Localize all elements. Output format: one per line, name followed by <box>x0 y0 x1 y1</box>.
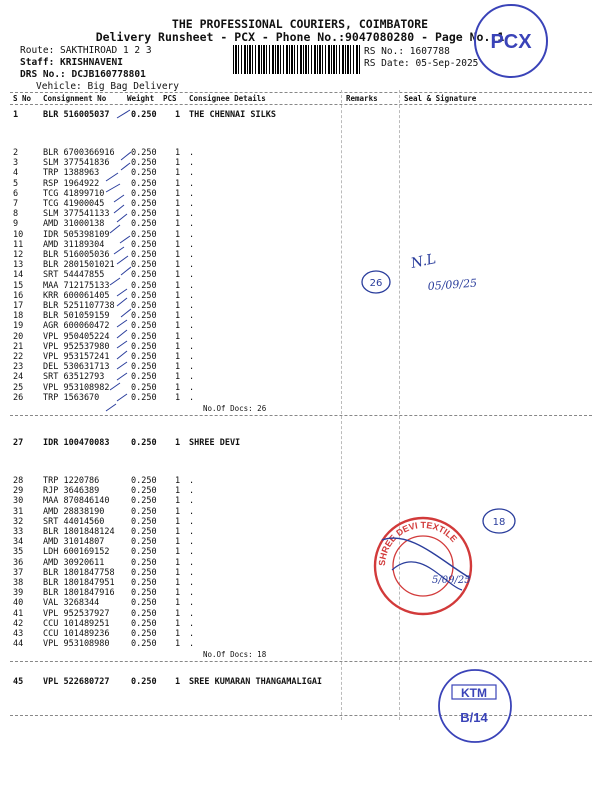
row-consignment: TRP 1220786 <box>43 476 100 486</box>
row-weight: 0.250 <box>131 598 157 609</box>
row-consignment: AMD 31014807 <box>43 537 105 548</box>
row-weight: 0.250 <box>131 311 157 322</box>
row-consignment: RJP 3646389 <box>43 486 100 497</box>
row-weight: 0.250 <box>131 362 157 373</box>
row-weight: 0.250 <box>131 229 157 240</box>
row-consignee: . <box>189 578 195 588</box>
row-consignment: CCU 101489236 <box>43 629 110 639</box>
row-consignee: . <box>189 270 195 281</box>
row-pcs: 1 <box>175 110 181 120</box>
row-consignee: . <box>189 239 195 250</box>
row-sno: 43 <box>13 629 24 639</box>
row-pcs: 1 <box>175 280 181 291</box>
row-pcs: 1 <box>175 392 181 403</box>
row-sno: 27 <box>13 438 24 448</box>
row-consignment: MAA 870846140 <box>43 496 110 507</box>
row-weight: 0.250 <box>131 639 157 650</box>
company-title: THE PROFESSIONAL COURIERS, COIMBATORE <box>171 17 429 31</box>
row-consignment: BLR 1801847758 <box>43 567 115 578</box>
row-weight: 0.250 <box>131 677 157 687</box>
row-sno: 29 <box>13 486 24 497</box>
row-consignment: VPL 952537980 <box>43 341 110 352</box>
row-consignment: TRP 1388963 <box>43 168 100 179</box>
row-consignee: SHREE DEVI <box>189 438 241 448</box>
svg-text:SHREE DEVI TEXTILE <box>377 520 459 566</box>
row-weight: 0.250 <box>131 209 157 220</box>
row-consignee: . <box>189 219 195 230</box>
row-pcs: 1 <box>175 148 181 158</box>
row-weight: 0.250 <box>131 547 157 558</box>
row-pcs: 1 <box>175 219 181 230</box>
row-consignee: . <box>189 321 195 332</box>
row-consignment: CCU 101489251 <box>43 618 110 629</box>
row-consignee: . <box>189 527 195 537</box>
row-pcs: 1 <box>175 250 181 260</box>
docs-count: No.Of Docs: 18 <box>203 650 267 660</box>
row-sno: 13 <box>13 260 24 271</box>
row-weight: 0.250 <box>131 290 157 301</box>
row-consignee: . <box>189 229 195 240</box>
row-consignment: RSP 1964922 <box>43 178 100 189</box>
handwritten-note-18 <box>483 509 515 533</box>
row-consignee: . <box>189 168 195 179</box>
row-sno: 34 <box>13 537 24 548</box>
row-consignee: . <box>189 382 195 393</box>
row-sno: 41 <box>13 608 24 619</box>
row-weight: 0.250 <box>131 321 157 332</box>
row-pcs: 1 <box>175 547 181 558</box>
row-pcs: 1 <box>175 199 181 209</box>
row-consignee: . <box>189 588 195 599</box>
row-consignment: SRT 54447855 <box>43 270 105 281</box>
row-sno: 4 <box>13 168 19 179</box>
row-consignee: . <box>189 178 195 189</box>
row-consignment: AMD 31000138 <box>43 219 105 230</box>
col-pcs: PCS <box>163 94 177 103</box>
row-pcs: 1 <box>175 270 181 281</box>
drs-number: DRS No.: DCJB160778801 <box>20 69 146 80</box>
row-pcs: 1 <box>175 158 181 169</box>
row-weight: 0.250 <box>131 158 157 169</box>
row-sno: 7 <box>13 199 19 209</box>
row-weight: 0.250 <box>131 476 157 486</box>
row-consignee: . <box>189 362 195 373</box>
row-consignee: . <box>189 496 195 507</box>
row-weight: 0.250 <box>131 168 157 179</box>
pcx-stamp <box>475 5 547 77</box>
row-sno: 19 <box>13 321 24 332</box>
row-sno: 28 <box>13 476 24 486</box>
row-weight: 0.250 <box>131 578 157 588</box>
row-consignee: . <box>189 148 195 158</box>
row-weight: 0.250 <box>131 331 157 342</box>
row-pcs: 1 <box>175 229 181 240</box>
row-weight: 0.250 <box>131 280 157 291</box>
vehicle-label: Vehicle: Big Bag Delivery <box>36 81 179 92</box>
row-consignment: VPL 953108982 <box>43 382 110 393</box>
row-sno: 1 <box>13 110 19 120</box>
row-consignee: . <box>189 486 195 497</box>
row-pcs: 1 <box>175 527 181 537</box>
row-consignee: . <box>189 341 195 352</box>
row-consignee: . <box>189 372 195 383</box>
docs-count: No.Of Docs: 26 <box>203 404 267 413</box>
row-consignee: . <box>189 158 195 169</box>
row-pcs: 1 <box>175 311 181 322</box>
col-consignment: Consignment No <box>43 94 107 103</box>
row-sno: 20 <box>13 331 24 342</box>
row-sno: 3 <box>13 158 19 169</box>
row-pcs: 1 <box>175 362 181 373</box>
row-sno: 22 <box>13 352 24 362</box>
svg-text:26: 26 <box>369 278 383 289</box>
textile-stamp <box>375 518 471 614</box>
row-consignment: BLR 501059159 <box>43 311 110 322</box>
row-weight: 0.250 <box>131 250 157 260</box>
row-sno: 25 <box>13 382 24 393</box>
row-weight: 0.250 <box>131 516 157 527</box>
row-consignee: . <box>189 209 195 220</box>
row-consignment: VPL 950405224 <box>43 331 110 342</box>
row-consignee: . <box>189 331 195 342</box>
row-sno: 39 <box>13 588 24 599</box>
row-sno: 8 <box>13 209 19 220</box>
pcx-stamp-text: PCX <box>490 31 532 53</box>
row-weight: 0.250 <box>131 188 157 199</box>
row-weight: 0.250 <box>131 486 157 497</box>
row-consignee: . <box>189 260 195 271</box>
row-pcs: 1 <box>175 209 181 220</box>
row-sno: 37 <box>13 567 24 578</box>
row-weight: 0.250 <box>131 392 157 403</box>
row-consignment: BLR 1801847916 <box>43 588 115 599</box>
row-weight: 0.250 <box>131 110 157 120</box>
row-sno: 35 <box>13 547 24 558</box>
row-consignee: . <box>189 537 195 548</box>
row-consignment: SLM 377541836 <box>43 158 110 169</box>
row-consignment: IDR 100470083 <box>43 438 110 448</box>
row-consignee: . <box>189 280 195 291</box>
textile-stamp-text: SHREE DEVI TEXTILE <box>376 519 460 567</box>
route-label: Route: SAKTHIROAD 1 2 3 <box>20 45 152 56</box>
row-consignment: BLR 2801501021 <box>43 260 115 271</box>
row-pcs: 1 <box>175 496 181 507</box>
row-weight: 0.250 <box>131 341 157 352</box>
rs-date: RS Date: 05-Sep-2025 <box>364 58 479 69</box>
col-weight: Weight <box>127 94 155 103</box>
row-weight: 0.250 <box>131 629 157 639</box>
row-pcs: 1 <box>175 372 181 383</box>
row-consignee: . <box>189 392 195 403</box>
row-pcs: 1 <box>175 331 181 342</box>
row-sno: 31 <box>13 506 24 517</box>
handwritten-signature: N.L <box>409 251 438 272</box>
row-sno: 44 <box>13 639 24 650</box>
row-pcs: 1 <box>175 567 181 578</box>
row-sno: 33 <box>13 527 24 537</box>
row-pcs: 1 <box>175 168 181 179</box>
row-sno: 26 <box>13 392 24 403</box>
row-pcs: 1 <box>175 639 181 650</box>
row-pcs: 1 <box>175 290 181 301</box>
row-consignee: . <box>189 301 195 311</box>
row-consignee: . <box>189 199 195 209</box>
rs-number: RS No.: 1607788 <box>364 46 450 57</box>
row-weight: 0.250 <box>131 352 157 362</box>
row-pcs: 1 <box>175 677 181 687</box>
runsheet-subtitle: Delivery Runsheet - PCX - Phone No.:9047080280 - Page No.:1 <box>95 30 505 44</box>
row-weight: 0.250 <box>131 260 157 271</box>
row-weight: 0.250 <box>131 372 157 383</box>
row-consignee: . <box>189 557 195 568</box>
row-sno: 45 <box>13 677 24 687</box>
row-pcs: 1 <box>175 438 181 448</box>
row-weight: 0.250 <box>131 496 157 507</box>
row-consignment: DEL 530631713 <box>43 362 110 373</box>
row-weight: 0.250 <box>131 301 157 311</box>
row-pcs: 1 <box>175 341 181 352</box>
row-pcs: 1 <box>175 516 181 527</box>
row-consignment: BLR 516005037 <box>43 110 110 120</box>
row-consignee: . <box>189 290 195 301</box>
row-sno: 38 <box>13 578 24 588</box>
row-weight: 0.250 <box>131 178 157 189</box>
handwritten-note-26 <box>362 271 390 293</box>
row-pcs: 1 <box>175 352 181 362</box>
row-consignee: . <box>189 188 195 199</box>
row-sno: 12 <box>13 250 24 260</box>
textile-stamp-date: 5/09/25 <box>432 575 471 586</box>
row-weight: 0.250 <box>131 567 157 578</box>
row-consignment: VAL 3268344 <box>43 598 100 609</box>
row-weight: 0.250 <box>131 199 157 209</box>
row-consignee: . <box>189 639 195 650</box>
row-pcs: 1 <box>175 598 181 609</box>
col-sno: S No <box>13 94 32 103</box>
row-pcs: 1 <box>175 608 181 619</box>
row-consignment: SRT 63512793 <box>43 372 105 383</box>
ktm-stamp-text: KTM <box>461 686 487 700</box>
row-consignee: . <box>189 250 195 260</box>
row-weight: 0.250 <box>131 438 157 448</box>
row-sno: 5 <box>13 178 19 189</box>
row-pcs: 1 <box>175 629 181 639</box>
row-consignment: BLR 516005036 <box>43 250 110 260</box>
staff-label: Staff: KRISHNAVENI <box>20 57 123 68</box>
row-weight: 0.250 <box>131 537 157 548</box>
row-consignee: . <box>189 608 195 619</box>
row-consignee: . <box>189 311 195 322</box>
row-sno: 9 <box>13 219 19 230</box>
col-seal: Seal & Signature <box>404 94 477 103</box>
row-pcs: 1 <box>175 321 181 332</box>
row-consignment: AMD 28838190 <box>43 506 105 517</box>
row-consignee: . <box>189 618 195 629</box>
row-consignment: VPL 522680727 <box>43 677 110 687</box>
row-consignment: SRT 44014560 <box>43 516 105 527</box>
row-sno: 30 <box>13 496 24 507</box>
row-consignment: IDR 505398109 <box>43 229 110 240</box>
row-weight: 0.250 <box>131 219 157 230</box>
row-pcs: 1 <box>175 557 181 568</box>
row-consignee: . <box>189 516 195 527</box>
row-weight: 0.250 <box>131 506 157 517</box>
row-consignee: . <box>189 547 195 558</box>
row-sno: 36 <box>13 557 24 568</box>
row-pcs: 1 <box>175 506 181 517</box>
row-consignee: . <box>189 352 195 362</box>
row-pcs: 1 <box>175 188 181 199</box>
ktm-stamp <box>439 670 511 742</box>
col-remarks: Remarks <box>346 94 378 103</box>
row-pcs: 1 <box>175 239 181 250</box>
row-consignment: AMD 30920611 <box>43 557 105 568</box>
row-weight: 0.250 <box>131 527 157 537</box>
row-weight: 0.250 <box>131 608 157 619</box>
ktm-stamp-code: B/14 <box>460 710 488 725</box>
row-sno: 11 <box>13 239 24 250</box>
row-consignment: VPL 953157241 <box>43 352 110 362</box>
row-pcs: 1 <box>175 486 181 497</box>
row-consignment: AGR 600060472 <box>43 321 110 332</box>
row-sno: 14 <box>13 270 24 281</box>
row-weight: 0.250 <box>131 382 157 393</box>
row-consignee: . <box>189 476 195 486</box>
row-weight: 0.250 <box>131 588 157 599</box>
row-consignment: MAA 712175133 <box>43 280 110 291</box>
svg-text:18: 18 <box>492 517 506 528</box>
row-weight: 0.250 <box>131 557 157 568</box>
handwritten-date: 05/09/25 <box>427 276 478 293</box>
row-consignment: BLR 1801847951 <box>43 578 115 588</box>
row-weight: 0.250 <box>131 270 157 281</box>
row-consignment: BLR 5251107738 <box>43 301 115 311</box>
row-pcs: 1 <box>175 178 181 189</box>
row-consignment: BLR 1801848124 <box>43 527 115 537</box>
tick-marks <box>106 110 131 411</box>
row-consignee: . <box>189 598 195 609</box>
row-sno: 15 <box>13 280 24 291</box>
row-pcs: 1 <box>175 382 181 393</box>
row-consignment: LDH 600169152 <box>43 547 110 558</box>
row-sno: 40 <box>13 598 24 609</box>
row-pcs: 1 <box>175 588 181 599</box>
row-consignment: SLM 377541133 <box>43 209 110 220</box>
row-sno: 6 <box>13 188 19 199</box>
row-consignee: . <box>189 506 195 517</box>
row-sno: 42 <box>13 618 24 629</box>
row-consignee: . <box>189 567 195 578</box>
row-sno: 23 <box>13 362 24 373</box>
row-weight: 0.250 <box>131 618 157 629</box>
row-sno: 10 <box>13 229 24 240</box>
row-sno: 2 <box>13 148 19 158</box>
row-sno: 18 <box>13 311 24 322</box>
row-consignee: SREE KUMARAN THANGAMALIGAI <box>189 677 323 687</box>
row-consignment: BLR 6700366916 <box>43 148 115 158</box>
row-sno: 17 <box>13 301 24 311</box>
row-weight: 0.250 <box>131 239 157 250</box>
row-sno: 32 <box>13 516 24 527</box>
row-pcs: 1 <box>175 618 181 629</box>
row-consignment: KRR 600061405 <box>43 290 110 301</box>
row-pcs: 1 <box>175 537 181 548</box>
row-consignee: THE CHENNAI SILKS <box>189 110 276 120</box>
row-sno: 16 <box>13 290 24 301</box>
row-sno: 24 <box>13 372 24 383</box>
row-consignment: VPL 952537927 <box>43 608 110 619</box>
row-pcs: 1 <box>175 260 181 271</box>
row-weight: 0.250 <box>131 148 157 158</box>
row-sno: 21 <box>13 341 24 352</box>
row-consignment: TCG 41899710 <box>43 188 105 199</box>
row-pcs: 1 <box>175 476 181 486</box>
row-consignment: AMD 31189304 <box>43 239 105 250</box>
row-consignment: VPL 953108980 <box>43 639 110 650</box>
row-pcs: 1 <box>175 578 181 588</box>
col-consignee: Consignee Details <box>189 94 266 103</box>
row-consignment: TRP 1563670 <box>43 392 100 403</box>
row-pcs: 1 <box>175 301 181 311</box>
row-consignment: TCG 41900045 <box>43 199 105 209</box>
row-consignee: . <box>189 629 195 639</box>
